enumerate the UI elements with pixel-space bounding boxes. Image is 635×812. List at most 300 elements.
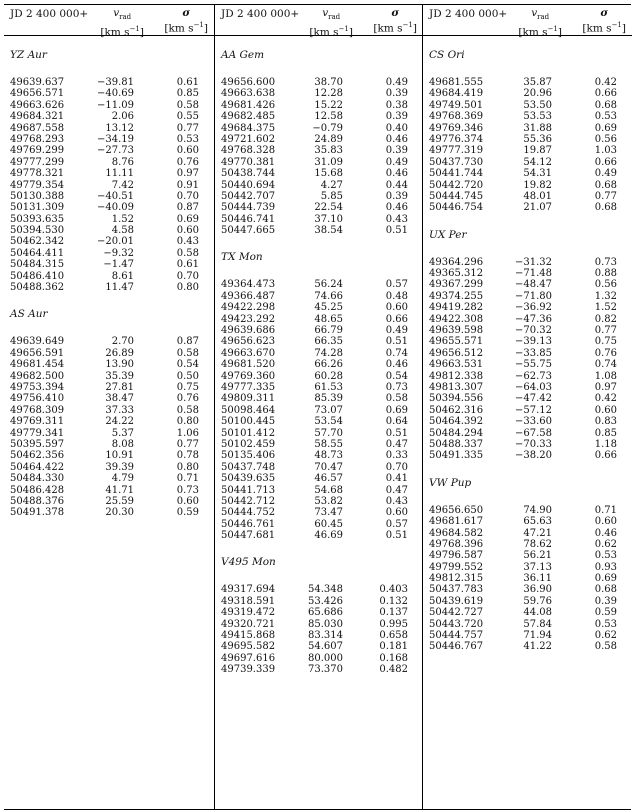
cell-sigma: 0.77 (176, 438, 199, 450)
cell-jd: 49769.346 (429, 122, 484, 134)
table-row (215, 371, 423, 382)
header-unit-sup: −1 (611, 21, 622, 29)
cell-sigma: 0.54 (176, 359, 199, 371)
cell-vrad: −48.47 (514, 279, 552, 291)
cell-jd: 49366.487 (221, 290, 276, 302)
cell-sigma: 0.73 (594, 256, 617, 268)
cell-jd: 49809.311 (221, 393, 276, 405)
cell-sigma: 0.40 (385, 122, 408, 134)
cell-jd: 49639.598 (429, 325, 484, 337)
cell-sigma: 0.58 (176, 404, 199, 416)
cell-vrad: 10.91 (105, 450, 134, 462)
cell-vrad: 35.87 (523, 77, 552, 88)
table-row (4, 439, 214, 450)
cell-jd: 50442.707 (221, 190, 276, 202)
cell-vrad: 11.11 (105, 168, 134, 180)
table-row (4, 485, 214, 496)
cell-vrad: 71.94 (523, 630, 552, 642)
group-spacer (423, 462, 632, 476)
cell-vrad: −40.09 (96, 202, 134, 214)
group-spacer (423, 214, 632, 228)
cell-sigma: 0.71 (594, 504, 617, 516)
star-name: V495 Mon (221, 556, 276, 569)
cell-vrad: 80.000 (308, 652, 343, 664)
cell-sigma: 0.181 (379, 641, 408, 653)
cell-sigma: 0.60 (594, 516, 617, 528)
cell-sigma: 0.60 (176, 145, 199, 157)
cell-sigma: 0.49 (385, 325, 408, 337)
cell-jd: 49639.649 (10, 336, 65, 348)
cell-vrad: −38.20 (514, 450, 552, 462)
header-vrad (309, 7, 353, 39)
cell-sigma: 0.58 (176, 99, 199, 111)
cell-jd: 49813.307 (429, 381, 484, 393)
table-row (4, 202, 214, 213)
table-row (215, 279, 423, 290)
table-row (215, 88, 423, 99)
cell-jd: 50442.727 (429, 607, 484, 619)
header-unit: [km s (582, 22, 612, 35)
cell-vrad: 45.25 (314, 302, 343, 314)
cell-sigma: 0.55 (176, 111, 199, 123)
table-row (215, 145, 423, 156)
table-row (423, 562, 632, 573)
star-name: YZ Aur (10, 49, 47, 61)
cell-sigma: 0.43 (176, 236, 199, 248)
table-row (4, 473, 214, 484)
cell-sigma: 0.66 (385, 313, 408, 325)
table-column-3 (422, 5, 632, 809)
cell-vrad: 54.31 (523, 168, 552, 180)
cell-sigma: 0.77 (594, 190, 617, 202)
cell-sigma: 1.06 (176, 427, 199, 439)
cell-jd: 49769.311 (10, 416, 65, 428)
table-row (4, 271, 214, 282)
table-row (4, 123, 214, 134)
cell-jd: 50439.635 (221, 473, 276, 485)
cell-vrad: 73.370 (308, 664, 343, 676)
cell-vrad: 56.24 (314, 279, 343, 291)
cell-sigma: 0.77 (594, 325, 617, 337)
cell-jd: 49318.591 (221, 595, 276, 607)
cell-sigma: 0.53 (594, 111, 617, 123)
cell-jd: 49656.591 (10, 347, 65, 359)
header-jd: JD 2 400 000+ (10, 8, 89, 20)
star-name: AS Aur (10, 308, 48, 321)
cell-jd: 50444.752 (221, 507, 276, 519)
header-v-sub: rad (328, 13, 341, 22)
table-row (215, 607, 423, 618)
cell-jd: 50464.422 (10, 461, 65, 473)
cell-vrad: 53.426 (308, 595, 343, 607)
star-name: CS Ori (429, 49, 465, 61)
table-row (423, 405, 632, 416)
cell-sigma: 0.62 (594, 630, 617, 642)
cell-vrad: 53.54 (314, 416, 343, 428)
cell-vrad: 70.47 (314, 461, 343, 473)
cell-vrad: −0.79 (312, 122, 343, 134)
star-name: TX Mon (221, 251, 263, 264)
cell-vrad: 35.83 (314, 145, 343, 157)
table-row (423, 268, 632, 279)
table-row (423, 596, 632, 607)
table-row (215, 168, 423, 179)
cell-jd: 50464.392 (429, 416, 484, 428)
header-unit-sup: −1 (129, 25, 140, 34)
header-jd: JD 2 400 000+ (221, 8, 300, 20)
cell-jd: 49423.292 (221, 313, 276, 325)
table-row (4, 77, 214, 88)
table-row (215, 123, 423, 134)
cell-jd: 50442.720 (429, 179, 484, 191)
table-row (423, 450, 632, 461)
cell-sigma: 0.77 (176, 122, 199, 134)
cell-jd: 50441.713 (221, 484, 276, 496)
table-row (423, 180, 632, 191)
cell-vrad: 48.65 (314, 313, 343, 325)
cell-sigma: 0.53 (176, 133, 199, 145)
cell-jd: 49364.296 (429, 256, 484, 268)
cell-jd: 50395.597 (10, 438, 65, 450)
table-row (423, 336, 632, 347)
table-row (423, 111, 632, 122)
star-name: UX Per (429, 228, 467, 241)
cell-vrad: 54.348 (308, 584, 343, 596)
cell-vrad: 37.33 (105, 404, 134, 416)
cell-jd: 50464.411 (10, 247, 65, 259)
cell-vrad: −39.81 (96, 77, 134, 88)
cell-vrad: 54.12 (523, 156, 552, 168)
cell-sigma: 0.61 (176, 77, 199, 88)
cell-vrad: 53.53 (523, 111, 552, 123)
header-unit-end: ] (139, 26, 144, 39)
cell-sigma: 1.18 (594, 438, 617, 450)
table-row (423, 428, 632, 439)
table-row (215, 439, 423, 450)
cell-jd: 50488.376 (10, 495, 65, 507)
cell-jd: 50393.635 (10, 213, 65, 225)
cell-sigma: 0.482 (379, 664, 408, 676)
cell-jd: 49695.582 (221, 641, 276, 653)
table-row (4, 111, 214, 122)
cell-vrad: 85.39 (314, 393, 343, 405)
cell-jd: 49777.319 (429, 145, 484, 157)
cell-vrad: 26.89 (105, 347, 134, 359)
cell-vrad: 37.10 (314, 213, 343, 225)
column-header (423, 5, 632, 39)
radial-velocity-table (4, 4, 631, 810)
cell-jd: 50439.619 (429, 595, 484, 607)
cell-sigma: 0.50 (176, 370, 199, 382)
table-row (4, 248, 214, 259)
cell-jd: 49777.299 (10, 156, 65, 168)
table-column-1 (4, 5, 214, 809)
header-unit-sup: −1 (193, 21, 204, 29)
column-body (4, 36, 214, 519)
cell-jd: 50491.335 (429, 450, 484, 462)
table-row (423, 505, 632, 516)
cell-jd: 50440.694 (221, 179, 276, 191)
table-row (215, 157, 423, 168)
cell-jd: 49663.638 (221, 88, 276, 100)
table-row (215, 325, 423, 336)
table-row (4, 225, 214, 236)
cell-sigma: 0.53 (594, 618, 617, 630)
cell-vrad: 46.57 (314, 473, 343, 485)
cell-jd: 49663.670 (221, 347, 276, 359)
cell-sigma: 0.48 (385, 290, 408, 302)
header-unit: [km s (100, 26, 130, 39)
cell-vrad: 7.42 (111, 179, 134, 191)
cell-sigma: 0.58 (594, 641, 617, 653)
cell-jd: 49697.616 (221, 652, 276, 664)
cell-jd: 49365.312 (429, 268, 484, 280)
cell-sigma: 0.76 (594, 347, 617, 359)
cell-sigma: 0.97 (594, 381, 617, 393)
cell-jd: 49770.381 (221, 156, 276, 168)
table-row (423, 123, 632, 134)
table-row (423, 359, 632, 370)
cell-sigma: 0.46 (594, 527, 617, 539)
cell-vrad: 66.26 (314, 359, 343, 371)
cell-sigma: 0.66 (594, 156, 617, 168)
table-row (215, 336, 423, 347)
header-unit-end: ] (348, 26, 353, 39)
header-unit-sup: −1 (547, 25, 558, 34)
cell-jd: 50437.730 (429, 156, 484, 168)
header-v-symbol: v (322, 7, 329, 19)
cell-sigma: 0.403 (379, 584, 408, 596)
cell-sigma: 0.56 (594, 279, 617, 291)
cell-sigma: 0.69 (594, 122, 617, 134)
cell-jd: 49799.552 (429, 561, 484, 573)
cell-sigma: 0.78 (176, 450, 199, 462)
cell-jd: 49681.520 (221, 359, 276, 371)
table-row (423, 202, 632, 213)
cell-vrad: 8.08 (111, 438, 134, 450)
table-row (4, 462, 214, 473)
cell-sigma: 0.137 (379, 607, 408, 619)
cell-sigma: 1.52 (594, 302, 617, 314)
cell-sigma: 0.44 (385, 179, 408, 191)
cell-jd: 49753.394 (10, 381, 65, 393)
table-row (215, 348, 423, 359)
cell-vrad: 54.68 (314, 484, 343, 496)
column-header (215, 5, 423, 39)
cell-vrad: −57.12 (514, 404, 552, 416)
cell-vrad: 48.01 (523, 190, 552, 202)
cell-vrad: 13.12 (105, 122, 134, 134)
cell-vrad: −40.69 (96, 88, 134, 100)
cell-jd: 49682.485 (221, 111, 276, 123)
cell-jd: 49656.623 (221, 336, 276, 348)
cell-sigma: 0.49 (594, 168, 617, 180)
cell-sigma: 0.83 (594, 416, 617, 428)
header-v-symbol: v (531, 7, 538, 19)
cell-sigma: 0.38 (385, 99, 408, 111)
cell-vrad: 66.35 (314, 336, 343, 348)
cell-sigma: 0.46 (385, 202, 408, 214)
cell-jd: 49779.341 (10, 427, 65, 439)
cell-jd: 50484.330 (10, 473, 65, 485)
table-row (215, 111, 423, 122)
cell-sigma: 0.71 (176, 473, 199, 485)
cell-jd: 50446.741 (221, 213, 276, 225)
cell-vrad: 24.22 (105, 416, 134, 428)
header-unit: [km s (309, 26, 339, 39)
cell-sigma: 0.82 (594, 313, 617, 325)
cell-sigma: 0.75 (176, 381, 199, 393)
cell-sigma: 0.74 (385, 347, 408, 359)
header-sigma-symbol: σ (182, 7, 191, 19)
cell-vrad: −40.51 (96, 190, 134, 202)
cell-sigma: 0.69 (385, 404, 408, 416)
cell-jd: 49684.419 (429, 88, 484, 100)
table-row (423, 145, 632, 156)
cell-vrad: −39.13 (514, 336, 552, 348)
table-row (215, 428, 423, 439)
column-header (4, 5, 214, 39)
table-row (4, 371, 214, 382)
cell-jd: 49721.602 (221, 133, 276, 145)
table-row (215, 359, 423, 370)
cell-vrad: 53.50 (523, 99, 552, 111)
table-row (215, 630, 423, 641)
cell-jd: 49663.531 (429, 359, 484, 371)
cell-vrad: 5.37 (111, 427, 134, 439)
header-unit: [km s (518, 26, 548, 39)
cell-jd: 50394.530 (10, 225, 65, 237)
cell-sigma: 0.51 (385, 427, 408, 439)
table-row (423, 528, 632, 539)
cell-sigma: 0.49 (385, 156, 408, 168)
header-unit-end: ] (557, 26, 562, 39)
cell-vrad: 54.607 (308, 641, 343, 653)
cell-jd: 49768.328 (221, 145, 276, 157)
cell-vrad: 61.53 (314, 381, 343, 393)
cell-sigma: 0.68 (594, 584, 617, 596)
table-row (4, 134, 214, 145)
table-row (4, 336, 214, 347)
table-row (4, 496, 214, 507)
cell-vrad: 4.58 (111, 225, 134, 237)
cell-sigma: 0.658 (379, 630, 408, 642)
cell-vrad: 78.62 (523, 538, 552, 550)
header-unit-end: ] (412, 22, 417, 35)
cell-jd: 49749.501 (429, 99, 484, 111)
cell-sigma: 0.46 (385, 359, 408, 371)
cell-jd: 49768.293 (10, 133, 65, 145)
table-row (423, 607, 632, 618)
cell-jd: 49682.500 (10, 370, 65, 382)
cell-sigma: 0.70 (385, 461, 408, 473)
cell-vrad: 46.69 (314, 530, 343, 542)
table-row (215, 450, 423, 461)
cell-sigma: 0.68 (594, 179, 617, 191)
cell-jd: 50491.378 (10, 507, 65, 519)
column-body (423, 36, 632, 653)
table-row (423, 550, 632, 561)
cell-jd: 49796.587 (429, 550, 484, 562)
cell-vrad: −55.75 (514, 359, 552, 371)
header-sigma-symbol: σ (391, 7, 400, 19)
star-name: VW Pup (429, 476, 472, 489)
cell-vrad: 56.21 (523, 550, 552, 562)
cell-jd: 49687.558 (10, 122, 65, 134)
cell-jd: 49639.637 (10, 77, 65, 88)
table-row (423, 348, 632, 359)
cell-jd: 49681.617 (429, 516, 484, 528)
cell-jd: 49419.282 (429, 302, 484, 314)
table-row (215, 225, 423, 236)
cell-jd: 49320.721 (221, 618, 276, 630)
cell-sigma: 0.97 (176, 168, 199, 180)
cell-vrad: −47.36 (514, 313, 552, 325)
cell-vrad: 73.47 (314, 507, 343, 519)
cell-jd: 49681.555 (429, 77, 484, 88)
table-row (215, 416, 423, 427)
cell-sigma: 0.75 (594, 336, 617, 348)
cell-jd: 49779.354 (10, 179, 65, 191)
cell-jd: 49812.315 (429, 573, 484, 585)
cell-jd: 49656.512 (429, 347, 484, 359)
cell-jd: 50135.406 (221, 450, 276, 462)
cell-jd: 50102.459 (221, 438, 276, 450)
header-v-symbol: v (113, 7, 120, 19)
cell-jd: 50100.445 (221, 416, 276, 428)
table-row (423, 279, 632, 290)
cell-vrad: 35.39 (105, 370, 134, 382)
cell-vrad: 39.39 (105, 461, 134, 473)
group-spacer (215, 236, 423, 250)
cell-vrad: 74.90 (523, 504, 552, 516)
cell-sigma: 0.58 (385, 393, 408, 405)
table-row (423, 619, 632, 630)
table-row (4, 507, 214, 518)
cell-sigma: 0.70 (176, 270, 199, 282)
table-row (215, 485, 423, 496)
cell-jd: 50486.428 (10, 484, 65, 496)
header-sigma (373, 7, 417, 35)
cell-sigma: 0.57 (385, 279, 408, 291)
table-row (4, 214, 214, 225)
cell-vrad: 4.79 (111, 473, 134, 485)
header-unit-end: ] (203, 22, 208, 35)
cell-vrad: 19.82 (523, 179, 552, 191)
header-unit: [km s (164, 22, 194, 35)
cell-sigma: 0.66 (594, 88, 617, 100)
star-name: AA Gem (221, 49, 265, 61)
table-row (4, 145, 214, 156)
cell-sigma: 0.132 (379, 595, 408, 607)
cell-sigma: 0.58 (176, 347, 199, 359)
cell-sigma: 0.80 (176, 416, 199, 428)
cell-vrad: 24.89 (314, 133, 343, 145)
table-column-2 (214, 5, 423, 809)
cell-sigma: 0.42 (594, 393, 617, 405)
column-body (215, 36, 423, 676)
table-row (215, 77, 423, 88)
table-row (423, 439, 632, 450)
cell-jd: 49776.374 (429, 133, 484, 145)
table-row (4, 382, 214, 393)
cell-sigma: 0.88 (594, 268, 617, 280)
cell-jd: 49422.298 (221, 302, 276, 314)
table-row (423, 325, 632, 336)
cell-sigma: 0.51 (385, 336, 408, 348)
cell-vrad: −71.80 (514, 290, 552, 302)
cell-jd: 50446.754 (429, 202, 484, 214)
